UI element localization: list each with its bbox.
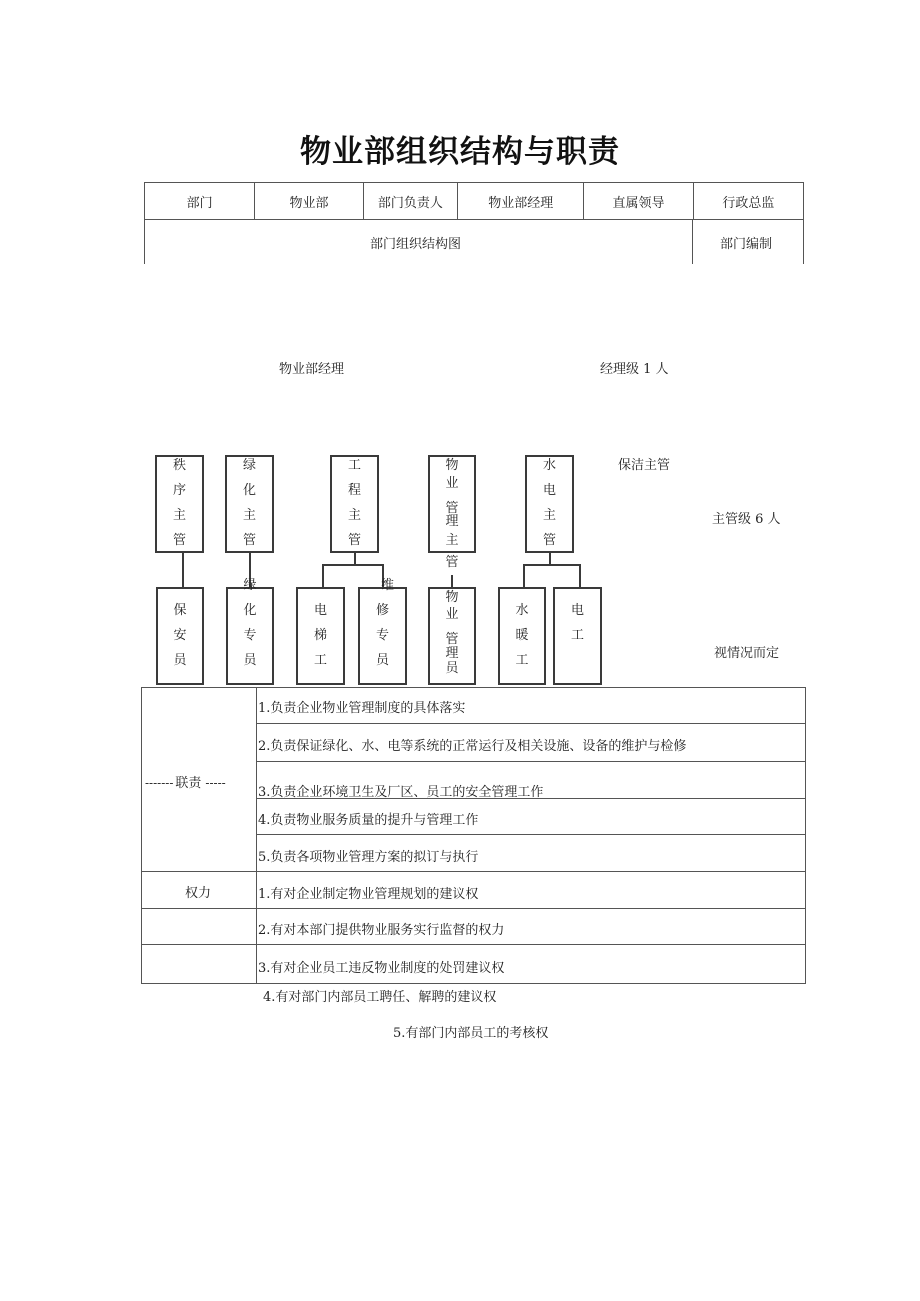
head-value-cell: 物业部经理: [458, 183, 584, 219]
duty-item: 1.负责企业物业管理制度的具体落实: [258, 701, 466, 716]
property-manager-box: 物 业 管 理 员: [428, 587, 476, 685]
connector-line: [579, 564, 581, 587]
connector-line: [523, 564, 525, 587]
duty-item: 4.负责物业服务质量的提升与管理工作: [258, 813, 479, 828]
dept-label-cell: 部门: [145, 183, 255, 219]
property-management-supervisor-box: 物 业 管 理 主 管: [428, 455, 476, 553]
dept-value-cell: 物业部: [255, 183, 363, 219]
power-item: 3.有对企业员工违反物业制度的处罚建议权: [258, 961, 505, 976]
leader-label-cell: 直属领导: [584, 183, 693, 219]
electrician-box: 电 工: [553, 587, 602, 685]
duty-item: 3.负责企业环境卫生及厂区、员工的安全管理工作: [258, 785, 544, 800]
plumber-box: 水 暖 工: [498, 587, 546, 685]
connector-line: [182, 553, 184, 587]
connector-line: [523, 564, 581, 566]
power-item: 2.有对本部门提供物业服务实行监督的权力: [258, 923, 505, 938]
department-info-table: [144, 182, 804, 264]
connector-line: [322, 564, 324, 587]
leader-value-cell: 行政总监: [722, 195, 775, 211]
duty-item: 2.负责保证绿化、水、电等系统的正常运行及相关设施、设备的维护与检修: [258, 739, 687, 754]
elevator-worker-box: 电 梯 工: [296, 587, 345, 685]
extra-power-item: 4.有对部门内部员工聘任、解聘的建议权: [263, 990, 497, 1005]
greening-supervisor-box: 绿 化 主 管: [225, 455, 274, 553]
engineering-supervisor-box: 工 程 主 管: [330, 455, 379, 553]
head-label-cell: 部门负责人: [364, 183, 458, 219]
power-item: 1.有对企业制定物业管理规划的建议权: [258, 887, 479, 902]
maintenance-staff-box: 维 修 专 员: [358, 587, 407, 685]
duties-table: [141, 687, 806, 984]
department-info-row: [144, 182, 804, 220]
extra-power-item: 5.有部门内部员工的考核权: [393, 1026, 549, 1041]
supervisor-quota: 主管级 6 人: [712, 512, 781, 527]
staffing-label: 部门编制: [720, 237, 773, 252]
order-supervisor-box: 秩 序 主 管: [155, 455, 204, 553]
cleaning-supervisor-node: 保洁主管: [618, 458, 671, 473]
greening-staff-box: 绿 化 专 员: [226, 587, 274, 685]
water-electric-supervisor-box: 水 电 主 管: [525, 455, 574, 553]
duty-label: ------- 联责 -----: [145, 776, 226, 791]
connector-line: [451, 575, 453, 587]
structure-header-row: [144, 219, 804, 264]
power-label: 权力: [185, 886, 212, 901]
manager-quota: 经理级 1 人: [600, 362, 669, 377]
page-title: 物业部组织结构与职责: [300, 134, 620, 170]
staff-quota: 视情况而定: [714, 646, 780, 661]
connector-line: [322, 564, 384, 566]
structure-chart-label: 部门组织结构图: [370, 237, 462, 252]
security-guard-box: 保 安 员: [156, 587, 204, 685]
manager-node: 物业部经理: [279, 362, 345, 377]
duty-item: 5.负责各项物业管理方案的拟订与执行: [258, 850, 479, 865]
